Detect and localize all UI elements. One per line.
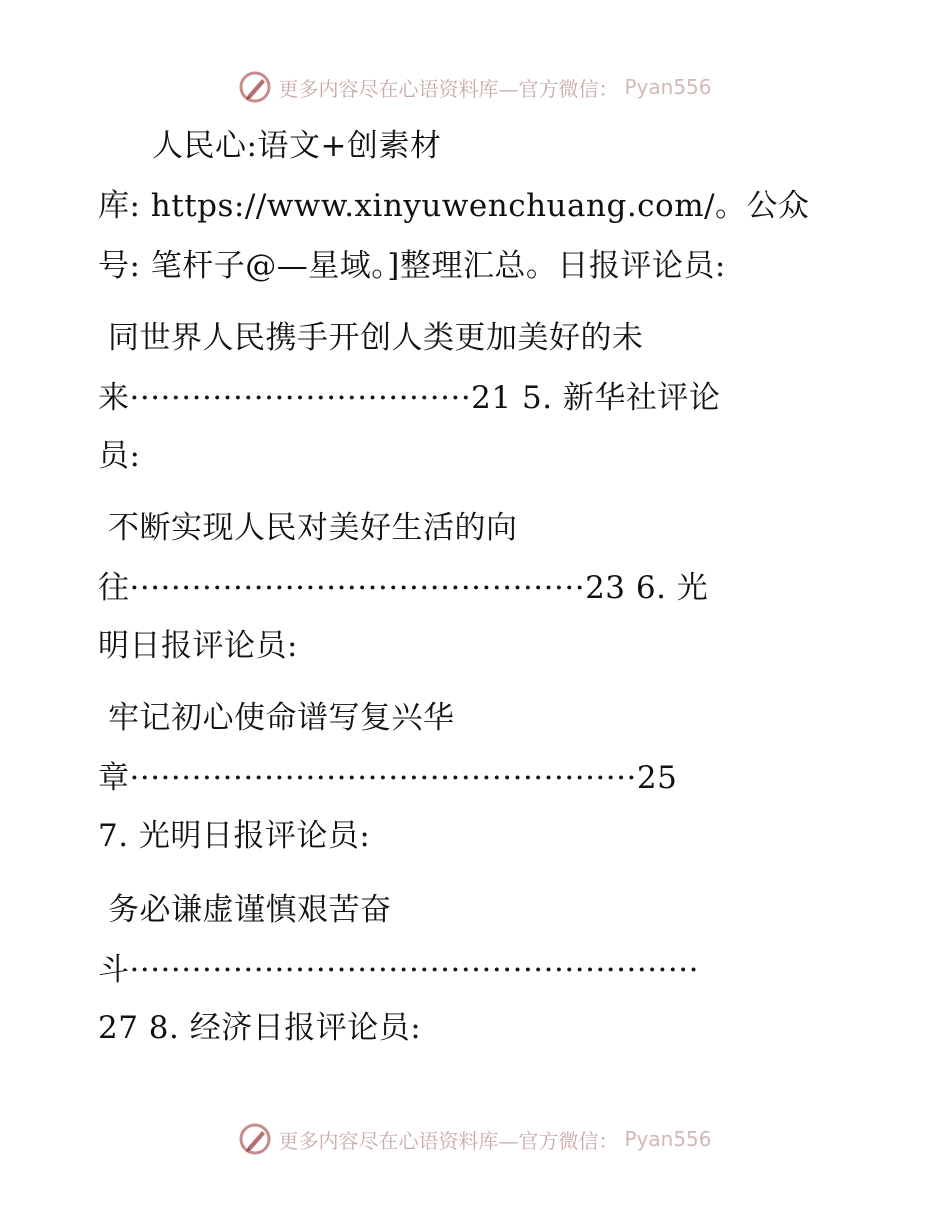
text-line: 务必谦虚谨慎艰苦奋: [108, 892, 392, 928]
text-line: 同世界人民携手开创人类更加美好的未: [108, 320, 644, 356]
watermark-top: [0, 70, 950, 104]
text-line: 27 8. 经济日报评论员:: [98, 1010, 422, 1046]
text-line: 牢记初心使命谱写复兴华: [108, 700, 455, 736]
text-line: 不断实现人民对美好生活的向: [108, 510, 518, 546]
pen-seal-icon: [238, 1122, 272, 1156]
text-line: 章·················································25: [98, 760, 678, 796]
text-line: 明日报评论员:: [98, 628, 298, 664]
text-line: 7. 光明日报评论员:: [98, 818, 371, 854]
text-line: 斗·······················································: [98, 952, 699, 988]
watermark-bottom: [0, 1122, 950, 1156]
pen-seal-icon: [238, 70, 272, 104]
watermark-wechat-id: Pyan556: [624, 1127, 712, 1151]
watermark-text: 更多内容尽在心语资料库—官方微信：: [278, 1128, 619, 1153]
text-line: 往············································23 6. 光: [98, 570, 709, 606]
text-line: 号: 笔杆子@—星域。]整理汇总。日报评论员:: [98, 248, 726, 284]
watermark-text: 更多内容尽在心语资料库—官方微信：: [278, 76, 619, 101]
text-line: 员:: [98, 438, 141, 474]
watermark-wechat-id: Pyan556: [624, 75, 712, 99]
text-line: 人民心:语文+创素材: [152, 128, 442, 164]
text-line: 库: https://www.xinyuwenchuang.com/。公众: [98, 188, 810, 224]
text-line: 来·································21 5. 新华社评论: [98, 380, 721, 416]
